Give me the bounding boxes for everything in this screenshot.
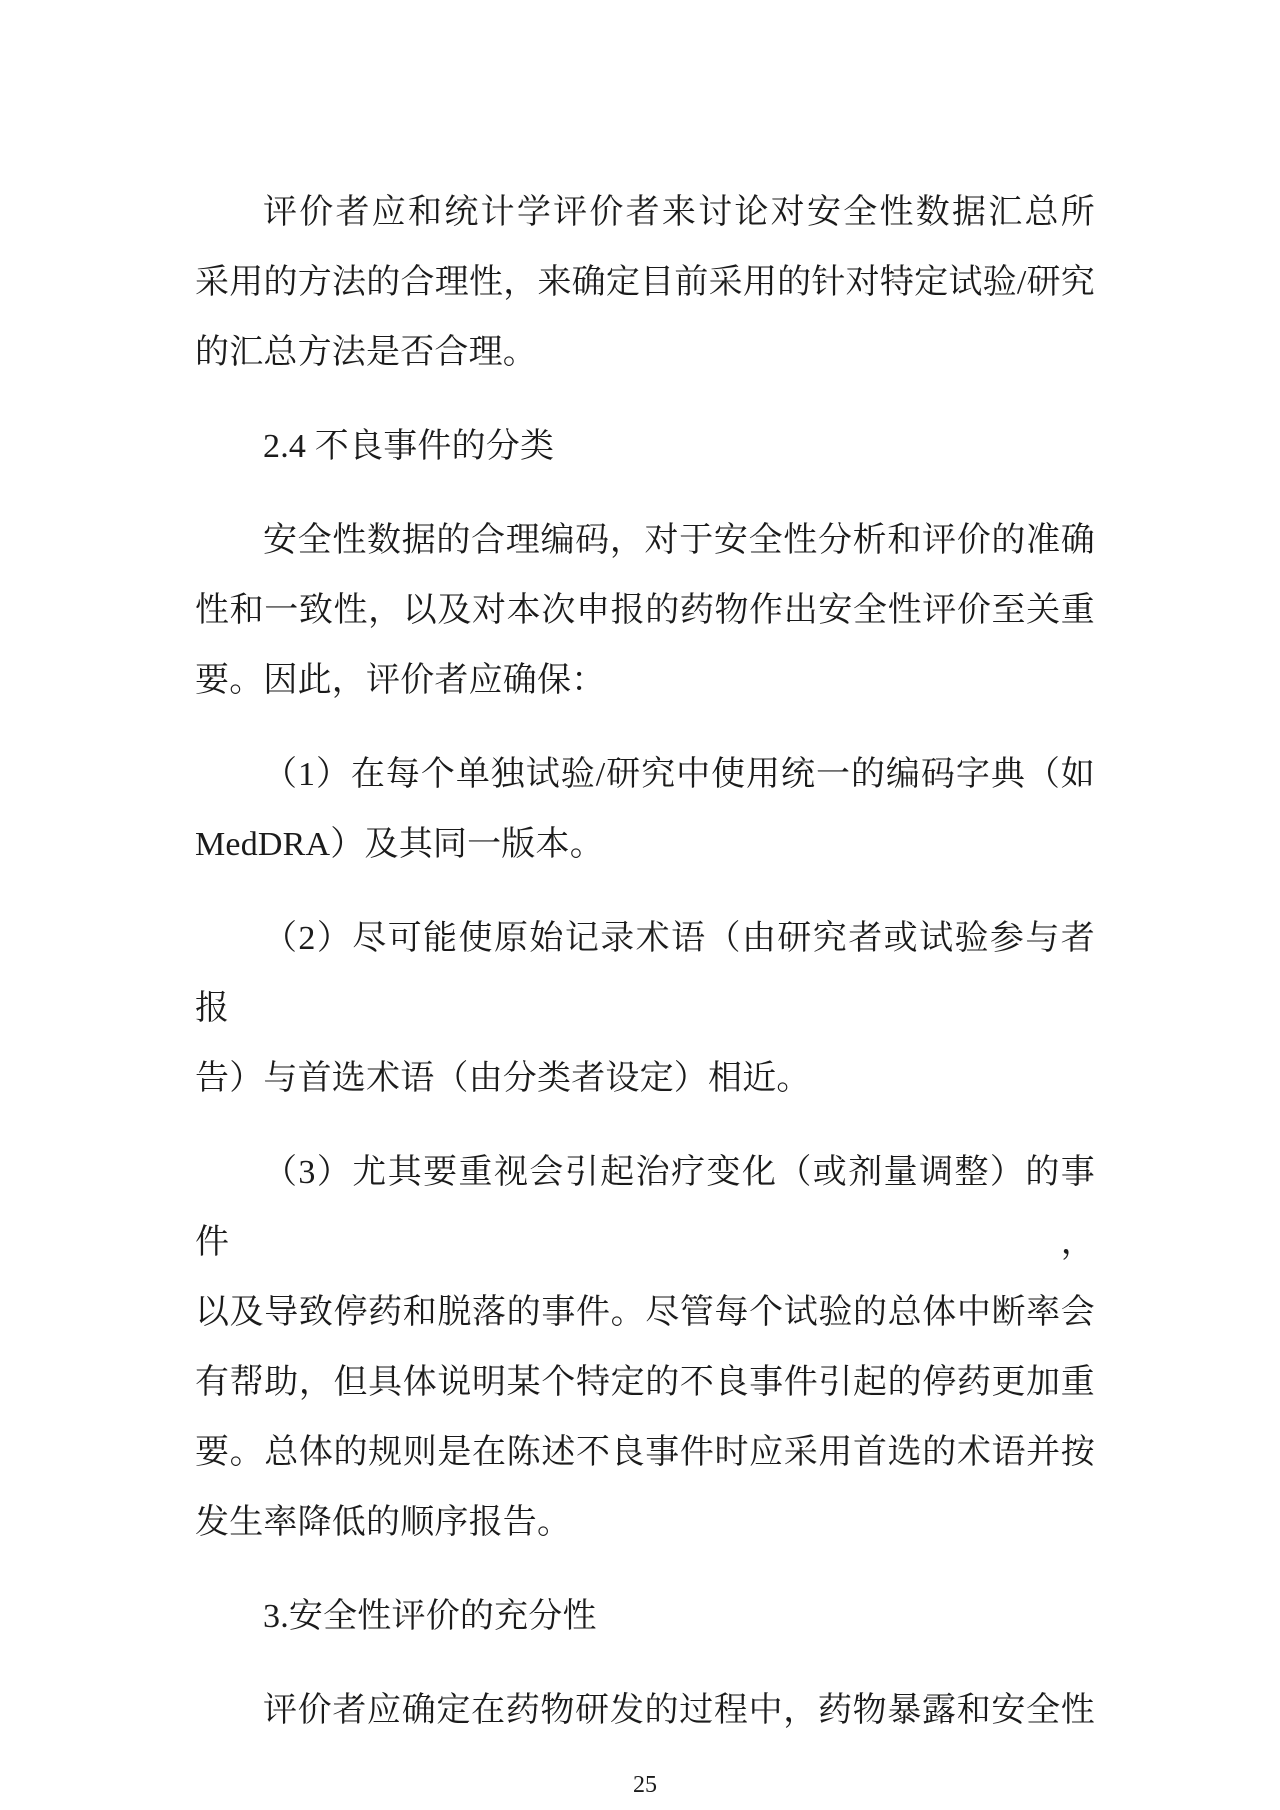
list-item-3-line: 要。总体的规则是在陈述不良事件时应采用首选的术语并按 bbox=[195, 1434, 1095, 1471]
document-body bbox=[195, 178, 1095, 1800]
page-number: 25 bbox=[633, 1772, 657, 1798]
body-line: 要。因此，评价者应确保： bbox=[195, 662, 606, 699]
section-heading-2-4: 2.4 不良事件的分类 bbox=[263, 428, 555, 465]
list-item-3-line: 以及导致停药和脱落的事件。尽管每个试验的总体中断率会 bbox=[195, 1294, 1095, 1331]
list-item-3-line: （3）尤其要重视会引起治疗变化（或剂量调整）的事件， bbox=[195, 1154, 1095, 1261]
list-item-3-line: 发生率降低的顺序报告。 bbox=[195, 1504, 572, 1541]
list-item-1-line: MedDRA）及其同一版本。 bbox=[195, 826, 604, 863]
section-heading-3: 3.安全性评价的充分性 bbox=[263, 1598, 597, 1635]
body-line: 评价者应确定在药物研发的过程中，药物暴露和安全性 bbox=[263, 1692, 1095, 1729]
body-line: 性和一致性，以及对本次申报的药物作出安全性评价至关重 bbox=[195, 592, 1095, 629]
body-line: 评价者应和统计学评价者来讨论对安全性数据汇总所 bbox=[263, 194, 1095, 231]
list-item-3-line: 有帮助，但具体说明某个特定的不良事件引起的停药更加重 bbox=[195, 1364, 1095, 1401]
body-line: 采用的方法的合理性，来确定目前采用的针对特定试验/研究 bbox=[195, 264, 1095, 301]
body-line: 的汇总方法是否合理。 bbox=[195, 334, 537, 371]
list-item-2-line: （2）尽可能使原始记录术语（由研究者或试验参与者报 bbox=[195, 920, 1095, 1027]
list-item-1-line: （1）在每个单独试验/研究中使用统一的编码字典（如 bbox=[263, 756, 1095, 793]
body-line: 安全性数据的合理编码，对于安全性分析和评价的准确 bbox=[263, 522, 1095, 559]
list-item-2-line: 告）与首选术语（由分类者设定）相近。 bbox=[195, 1060, 811, 1097]
